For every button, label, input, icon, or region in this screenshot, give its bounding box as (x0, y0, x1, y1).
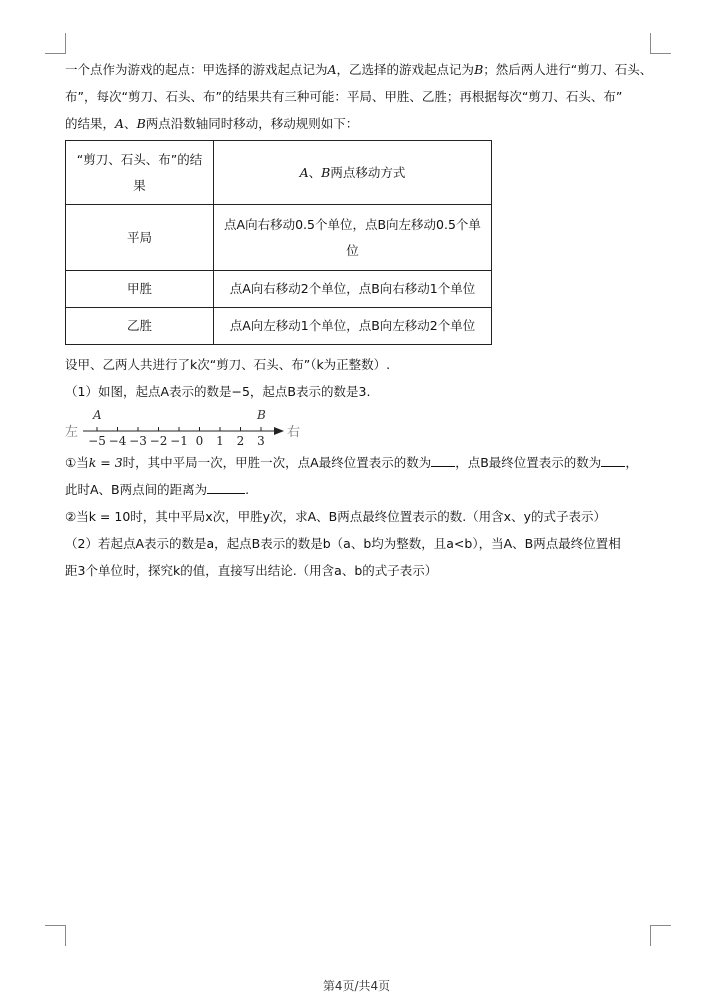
table-cell-move: 点A向左移动1个单位，点B向左移动2个单位 (214, 308, 492, 345)
table-header-row (66, 141, 492, 205)
table-cell-result: 乙胜 (66, 308, 214, 345)
tick-label: −1 (170, 434, 188, 448)
tick-label: 0 (195, 434, 204, 448)
question-1-part-1: ①当k = 3时，其中平局一次，甲胜一次，点A最终位置表示的数为 ，点B最终位置表示的数为 ， (65, 455, 638, 470)
intro-line-2: 布”，每次“剪刀、石头、布”的结果共有三种可能：平局、甲胜、乙胜；再根据每次“剪刀、石头、布” (65, 89, 623, 104)
table-cell-result: 甲胜 (66, 271, 214, 308)
question-2-line-1: （2）若起点A表示的数是a，起点B表示的数是b（a、b均为整数，且a<b），当A、B两点最终位置相 (65, 536, 621, 551)
table-row (66, 271, 492, 308)
answer-blank-a[interactable] (431, 453, 455, 467)
answer-blank-b[interactable] (601, 453, 625, 467)
left-direction-label: 左 (65, 425, 79, 440)
intro-line-3: 的结果，A、B两点沿数轴同时移动，移动规则如下： (65, 116, 359, 131)
number-line-svg (65, 405, 325, 449)
number-line-figure (65, 405, 655, 449)
table-row (66, 308, 492, 345)
question-1-part-1-cont: 此时A、B两点间的距离为 . (65, 482, 250, 497)
tick-label: −3 (129, 434, 147, 448)
question-1: （1）如图，起点A表示的数是−5，起点B表示的数是3. (65, 384, 371, 399)
movement-rules-table (65, 140, 492, 345)
table-header-result: “剪刀、石头、布”的结果 (66, 141, 214, 205)
table-cell-result: 平局 (66, 205, 214, 271)
document-body (65, 56, 655, 584)
tick-group (88, 427, 265, 448)
tick-label: 2 (236, 434, 245, 448)
tick-label: −5 (88, 434, 106, 448)
tick-label: 3 (257, 434, 265, 448)
tick-label: −4 (108, 434, 127, 448)
intro-line-1: 一个点作为游戏的起点：甲选择的游戏起点记为A，乙选择的游戏起点记为B；然后两人进行“剪刀、石头、 (65, 62, 653, 77)
table-cell-move: 点A向右移动2个单位，点B向右移动1个单位 (214, 271, 492, 308)
question-1-part-2: ②当k = 10时，其中平局x次，甲胜y次，求A、B两点最终位置表示的数.（用含x、y的式子表示） (65, 509, 606, 524)
point-a-label: A (93, 408, 102, 422)
question-2-line-2: 距3个单位时，探究k的值，直接写出结论.（用含a、b的式子表示） (65, 563, 438, 578)
setup-line: 设甲、乙两人共进行了k次“剪刀、石头、布”（k为正整数）. (65, 357, 391, 372)
tick-label: −2 (149, 434, 168, 448)
page-footer: 第4页/共4页 (322, 979, 391, 993)
crop-mark-bottom-left (45, 925, 66, 946)
crop-mark-top-right (650, 33, 671, 54)
tick-label: 1 (216, 434, 224, 448)
point-b-label: B (257, 408, 266, 422)
crop-mark-bottom-right (650, 925, 671, 946)
table-row (66, 205, 492, 271)
answer-blank-distance[interactable] (207, 480, 245, 494)
crop-mark-top-left (45, 33, 66, 54)
axis-arrow-icon (274, 427, 284, 435)
table-cell-move: 点A向右移动0.5个单位，点B向左移动0.5个单位 (214, 205, 492, 271)
right-direction-label: 右 (287, 425, 301, 440)
table-header-move: A、B两点移动方式 (214, 141, 492, 205)
